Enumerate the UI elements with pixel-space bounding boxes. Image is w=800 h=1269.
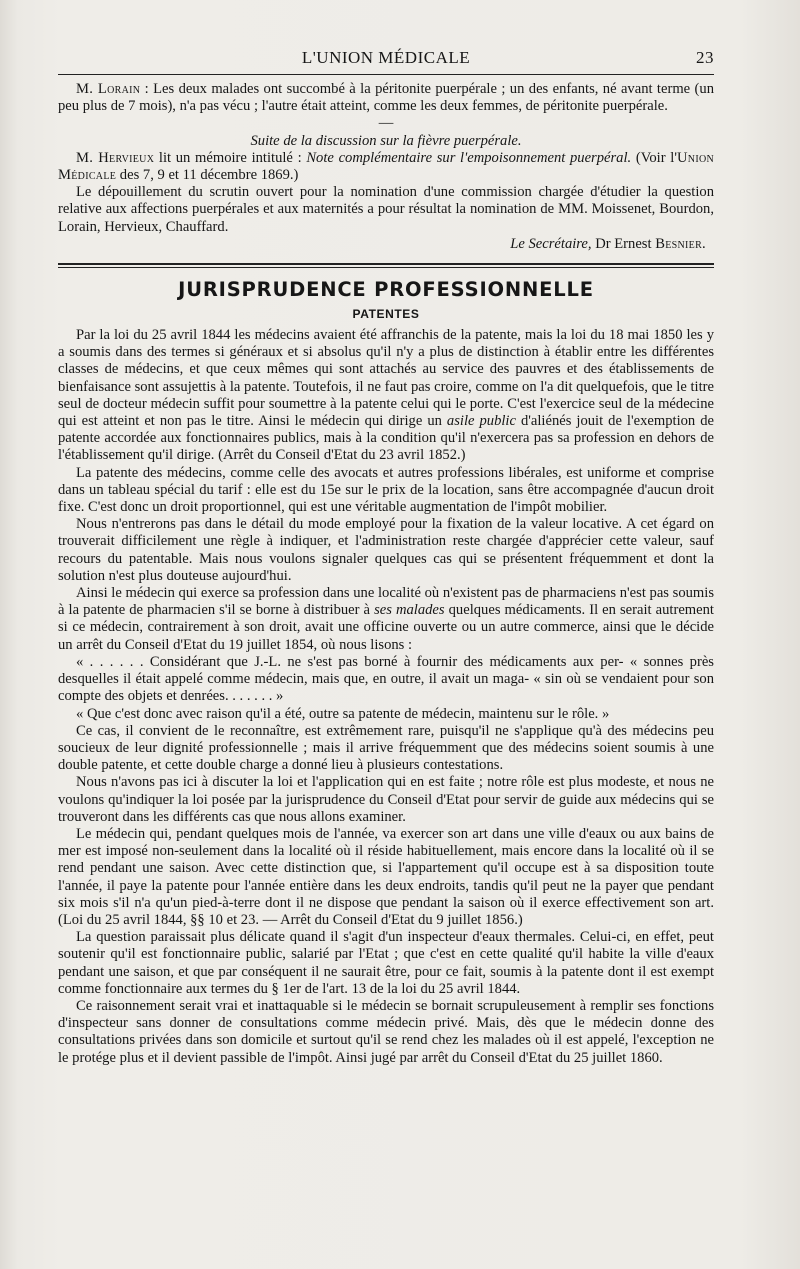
paragraph-text: Par la loi du 25 avril 1844 les médecins avaient été affranchis de la patente, mais la loi du 18 mai 1850 les y a soumis dans des termes si généraux et si absolus qu'il n'y a plus de distinction à établir entre les différentes classes de médecins, et que ceux mêmes qui sont attachés au service des pauvres et des établissements de bienfaisance sont assujettis à la patente. Toutefois, il ne faut pas croire, comme on l'a dit quelquefois, que le titre seul de docteur médecin suffit pour soumettre à la patente celui qui le porte. C'est l'exercice seul de la médecine qui est atteint et non pas le titre. Ainsi le médecin qui dirige un: [58, 327, 714, 430]
article-body: [58, 327, 714, 1067]
society-minutes: [58, 81, 714, 253]
page-number: 23: [696, 48, 714, 67]
speaker-lorain: M. Lorain: [76, 81, 141, 97]
signature: [58, 236, 714, 253]
paragraph: [58, 585, 714, 654]
running-title: L'UNION MÉDICALE: [301, 48, 471, 67]
paragraph: La question paraissait plus délicate quand il s'agit d'un inspecteur d'eaux thermales. Celui-ci, en effet, peut soutenir qu'il est fonctionnaire public, salarié par l'Etat ; que c'est en cette qualité qu'il habite la ville d'eaux pendant une saison, et que par conséquent il ne saurait être, pour ce fait, soumis à la patente dont il est exempt comme fonctionnaire aux termes du § 1er de l'art. 13 de la loi du 25 avril 1844.: [58, 929, 714, 997]
header-rule: [58, 74, 714, 75]
section-rule: [58, 263, 714, 268]
paragraph: Le médecin qui, pendant quelques mois de l'année, va exercer son art dans une ville d'eaux ou aux bains de mer est imposé non-seulement dans la localité où il réside habituellement, mais encore dans la localité où il se rend pendant une saison. Avec cette distinction que, si l'appartement qu'il occupe est à sa disposition toute l'année, il paye la patente pour l'année entière dans les deux endroits, tandis qu'il peut ne la payer que pendant six mois s'il n'a qu'un pied-à-terre dont il ne dispose que pendant la saison où il exerce effectivement son art. (Loi du 25 avril 1844, §§ 10 et 23. — Arrêt du Conseil d'Etat du 9 juillet 1856.): [58, 825, 714, 928]
paragraph: [58, 327, 714, 465]
paragraph-text: d'aliénés jouit de l'exemption de patente accordée aux fonctionnaires publics, mais à la condition qu'il n'exercera pas sa profession en dehors de l'établissement qu'il dirige. (Arrêt du Conseil d'Etat du 23 avril 1852.): [58, 413, 714, 464]
section-title: JURISPRUDENCE PROFESSIONNELLE: [178, 278, 594, 302]
paragraph: Ce cas, il convient de le reconnaître, est extrêmement rare, puisqu'il ne s'applique qu'à des médecins peu soucieux de leur dignité professionnelle ; mais il arrive fréquemment que des médecins soient soumis à une double patente, et cette double charge a donné lieu à plusieurs contestations.: [58, 722, 714, 774]
paragraph-text: lit un mémoire intitulé :: [154, 149, 307, 166]
paragraph-text: Ainsi le médecin qui exerce sa profession dans une localité où n'existent pas de pharmaciens n'est pas soumis à la patente de pharmacien s'il se borne à distribuer à: [58, 585, 714, 619]
quotation: « Que c'est donc avec raison qu'il a été, outre sa patente de médecin, maintenu sur le rôle. »: [76, 705, 610, 722]
discussion-heading: Suite de la discussion sur la fièvre puerpérale.: [250, 132, 522, 149]
paragraph-hervieux: [58, 150, 714, 184]
paragraph-text: : Les deux malades ont succombé à la péritonite puerpérale ; un des enfants, né avant terme (un peu plus de 7 mois), n'a pas vécu ; l'autre était atteint, comme les deux femmes, de péritonite puerpérale.: [58, 81, 714, 115]
paragraph: Nous n'entrerons pas dans le détail du mode employé pour la fixation de la valeur locative. A cet égard on trouverait difficilement une règle à indiquer, et l'administration reste chargée d'apprécier cette valeur, sauf recours du patentable. Mais nous voulons signaler quelques cas qui se présentent fréquemment et dont la solution n'est plus douteuse aujourd'hui.: [58, 516, 714, 584]
signature-role: Le Secrétaire,: [510, 235, 592, 252]
quotation: « . . . . . . Considérant que J.-L. ne s'est pas borné à fournir des médicaments aux per- « sonnes près desquelles il était appelé comme médecin, mais que, en outre, il avait un maga- « sin où se vendaient pour son compte des objets et denrées. . . . . . . »: [58, 653, 714, 705]
page-header: [58, 44, 714, 74]
speaker-hervieux: M. Hervieux: [76, 149, 155, 166]
emphasis: ses malades: [374, 602, 445, 619]
paragraph-text: (Voir l': [631, 149, 677, 166]
memoir-title: Note complémentaire sur l'empoisonnement puerpéral.: [306, 149, 632, 166]
signature-title: Dr Ernest: [591, 235, 656, 252]
paragraph: La patente des médecins, comme celle des avocats et autres professions libérales, est uniforme et comprise dans un tableau spécial du tarif : elle est du 15e sur le prix de la location, sans être accompagnée d'aucun droit fixe. C'est donc un droit proportionnel, qui est une véritable augmentation de l'impôt mobilier.: [58, 464, 714, 516]
paragraph: Ce raisonnement serait vrai et inattaquable si le médecin se bornait scrupuleusement à remplir ses fonctions d'inspecteur sans donner de consultations comme médecin privé. Mais, dès que le médecin donne des consultations privées dans son domicile et surtout qu'il se rend chez les malades où il est appelé, l'exception ne le protége plus et il devient passible de l'impôt. Ainsi jugé par arrêt du Conseil d'Etat du 25 juillet 1860.: [58, 997, 714, 1066]
paragraph-text: des 7, 9 et 11 décembre 1869.): [116, 167, 299, 184]
emphasis: asile public: [446, 413, 516, 430]
paragraph: Nous n'avons pas ici à discuter la loi et l'application qui en est faite ; notre rôle est plus modeste, et nous ne voulons qu'indiquer la loi posée par la jurisprudence du Conseil d'Etat pour servir de guide aux médecins qui se trouveront dans les différents cas que nous allons examiner.: [58, 774, 714, 825]
section-subtitle: PATENTES: [352, 307, 420, 322]
separator-dash: —: [378, 115, 394, 132]
paragraph-lorain: [58, 81, 714, 115]
journal-name: Union Médicale: [58, 149, 714, 184]
paragraph-commission: Le dépouillement du scrutin ouvert pour la nomination d'une commission chargée d'étudier la question relative aux affections puerpérales et aux maternités a pour résultat la nomination de MM. Moissenet, Bourdon, Lorain, Hervieux, Chauffard.: [58, 184, 714, 235]
signature-name: Besnier.: [655, 235, 706, 252]
paragraph-text: quelques médicaments. Il en serait autrement si ce médecin, contrairement à son droit, avait une officine ouverte ou un autre commerce, ainsi que le décide un arrêt du Conseil d'Etat du 19 juillet 1854, où nous lisons :: [58, 602, 714, 653]
